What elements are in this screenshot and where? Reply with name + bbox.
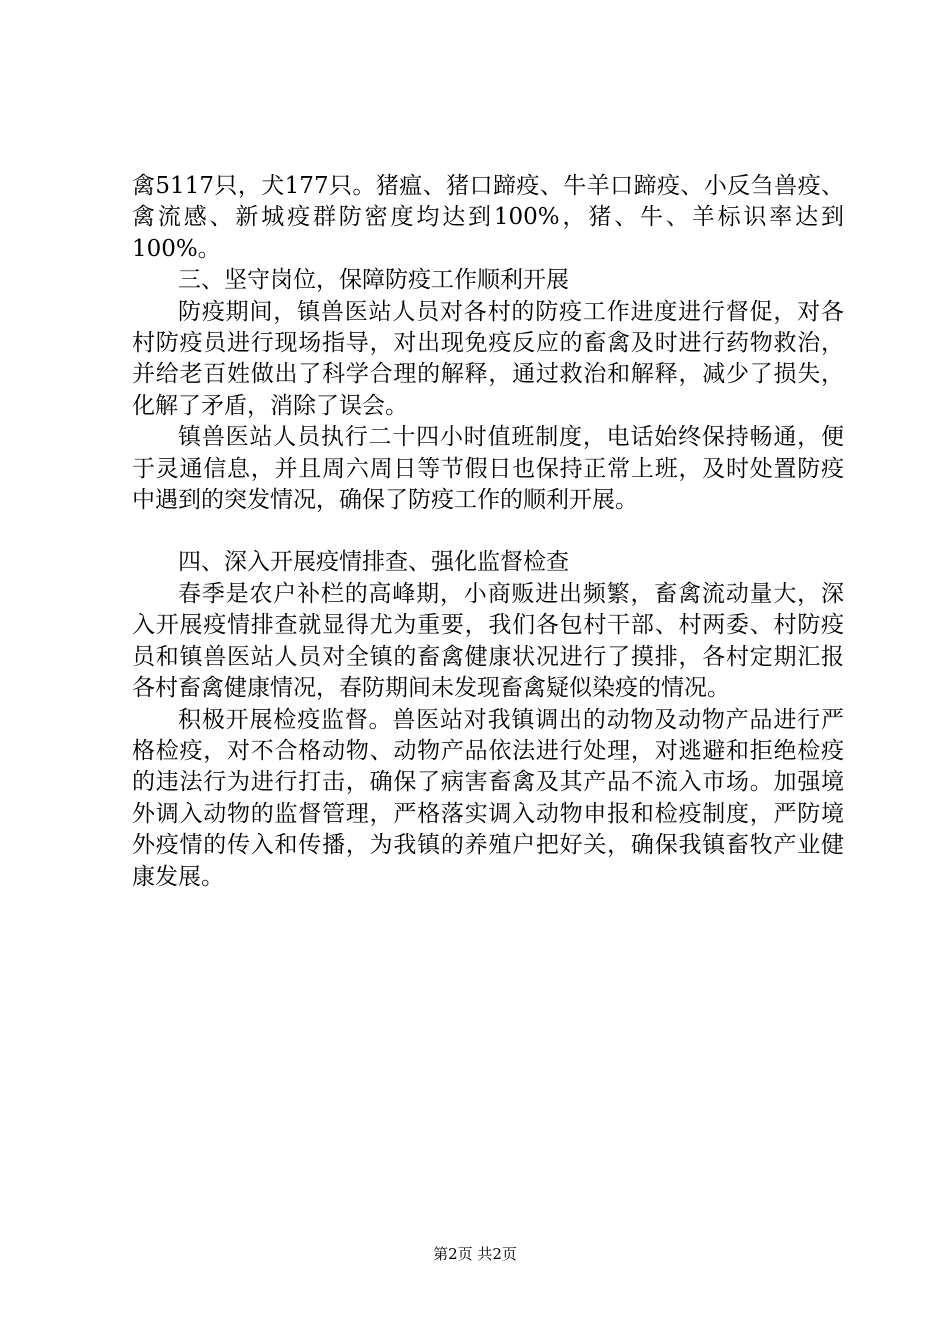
- paragraph-spacer: [132, 516, 844, 547]
- paragraph-epidemic-supervision: 防疫期间，镇兽医站人员对各村的防疫工作进度进行督促，对各村防疫员进行现场指导，对出现免疫反应的畜禽及时进行药物救治，并给老百姓做出了科学合理的解释，通过救治和解释，减少了损失，化解了矛盾，消除了误会。: [132, 298, 844, 419]
- paragraph-duty-system: 镇兽医站人员执行二十四小时值班制度，电话始终保持畅通，便于灵通信息，并且周六周日等节假日也保持正常上班，及时处置防疫中遇到的突发情况，确保了防疫工作的顺利开展。: [132, 424, 844, 514]
- paragraph-continued-stats: 禽5117只，犬177只。猪瘟、猪口蹄疫、牛羊口蹄疫、小反刍兽疫、禽流感、新城疫群防密度均达到100%，猪、牛、羊标识率达到100%。: [132, 173, 844, 262]
- paragraph-quarantine-supervision: 积极开展检疫监督。兽医站对我镇调出的动物及动物产品进行严格检疫，对不合格动物、动物产品依法进行处理，对逃避和拒绝检疫的违法行为进行打击，确保了病害畜禽及其产品不流入市场。加强境外调入动物的监督管理，严格落实调入动物申报和检疫制度，严防境外疫情的传入和传播，为我镇的养殖户把好关，确保我镇畜牧产业健康发展。: [132, 706, 844, 890]
- document-body: [132, 171, 844, 893]
- page-footer: [0, 1244, 950, 1264]
- heading-section-four: 四、深入开展疫情排查、强化监督检查: [178, 549, 569, 576]
- paragraph-epidemic-investigation: 春季是农户补栏的高峰期，小商贩进出频繁，畜禽流动量大，深入开展疫情排查就显得尤为重要，我们各包村干部、村两委、村防疫员和镇兽医站人员对全镇的畜禽健康状况进行了摸排，各村定期汇报各村畜禽健康情况，春防期间未发现畜禽疑似染疫的情况。: [132, 580, 844, 702]
- heading-section-three: 三、坚守岗位，保障防疫工作顺利开展: [178, 267, 569, 294]
- page-number-label: 第2页 共2页: [433, 1245, 517, 1263]
